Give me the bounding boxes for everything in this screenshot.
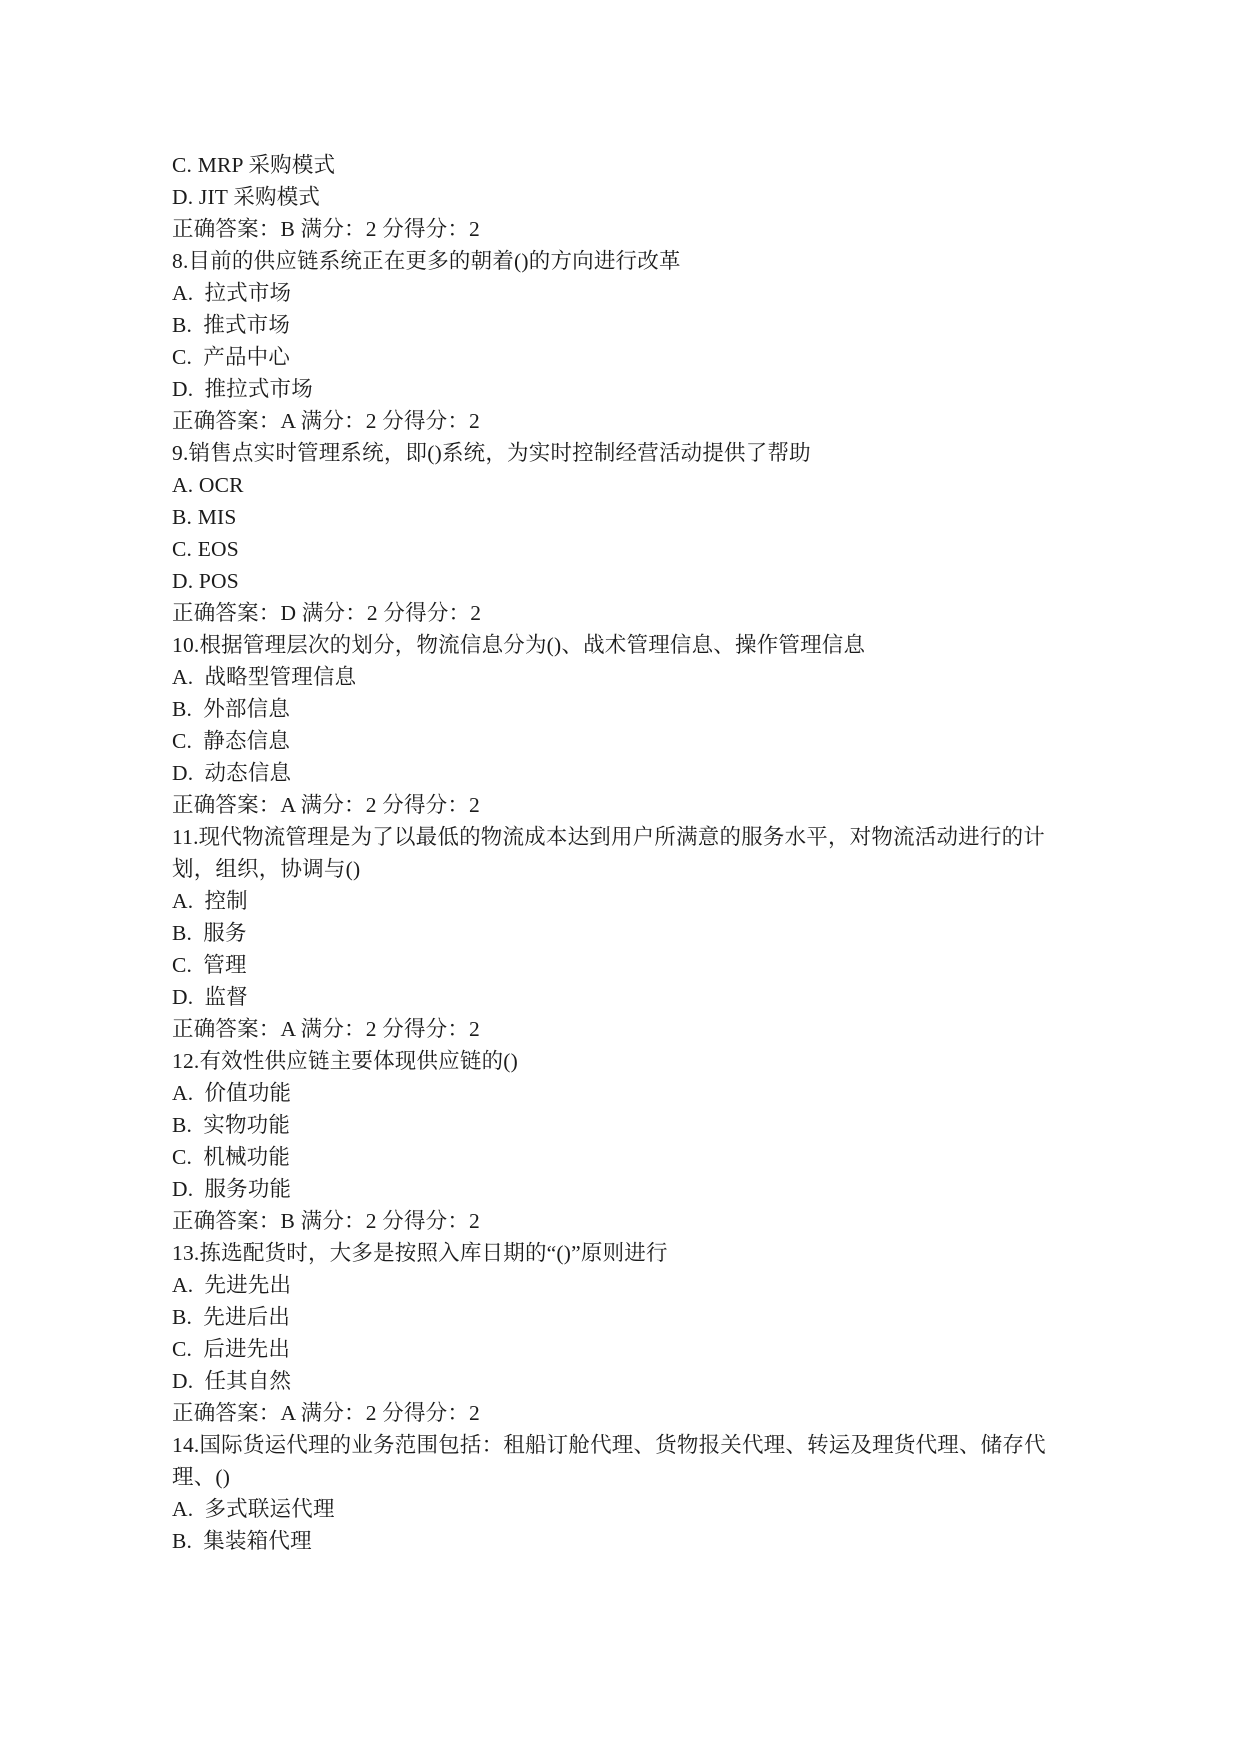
- answer-line: 正确答案：B 满分：2 分得分：2: [172, 217, 480, 241]
- option-line: A. 多式联运代理: [172, 1497, 335, 1521]
- option-line: B. 集装箱代理: [172, 1529, 312, 1553]
- option-line: C. MRP 采购模式: [172, 153, 336, 177]
- option-line: D. 服务功能: [172, 1177, 292, 1201]
- answer-line: 正确答案：A 满分：2 分得分：2: [172, 409, 480, 433]
- option-line: D. 监督: [172, 985, 248, 1009]
- question-text: 8.目前的供应链系统正在更多的朝着()的方向进行改革: [172, 249, 681, 273]
- option-line: B. 推式市场: [172, 313, 291, 337]
- answer-line: 正确答案：A 满分：2 分得分：2: [172, 793, 480, 817]
- option-line: A. 控制: [172, 889, 248, 913]
- option-line: B. MIS: [172, 505, 237, 529]
- question-text: 9.销售点实时管理系统，即()系统，为实时控制经营活动提供了帮助: [172, 441, 811, 465]
- option-line: B. 先进后出: [172, 1305, 291, 1329]
- answer-line: 正确答案：B 满分：2 分得分：2: [172, 1209, 480, 1233]
- option-line: A. 价值功能: [172, 1081, 292, 1105]
- option-line: B. 服务: [172, 921, 247, 945]
- answer-line: 正确答案：A 满分：2 分得分：2: [172, 1401, 480, 1425]
- answer-line: 正确答案：A 满分：2 分得分：2: [172, 1017, 480, 1041]
- option-line: D. POS: [172, 569, 239, 593]
- option-line: C. 静态信息: [172, 729, 291, 753]
- option-line: B. 外部信息: [172, 697, 291, 721]
- question-text: 10.根据管理层次的划分，物流信息分为()、战术管理信息、操作管理信息: [172, 633, 866, 657]
- option-line: D. 任其自然: [172, 1369, 292, 1393]
- option-line: A. 拉式市场: [172, 281, 292, 305]
- option-line: C. EOS: [172, 537, 239, 561]
- question-text: 14.国际货运代理的业务范围包括：租船订舱代理、货物报关代理、转运及理货代理、储存代理、(): [172, 1433, 1046, 1489]
- option-line: C. 产品中心: [172, 345, 291, 369]
- question-text: 11.现代物流管理是为了以最低的物流成本达到用户所满意的服务水平，对物流活动进行的计划，组织，协调与(): [172, 825, 1045, 881]
- option-line: B. 实物功能: [172, 1113, 291, 1137]
- option-line: A. 先进先出: [172, 1273, 292, 1297]
- document-content: [172, 149, 1074, 1557]
- option-line: C. 机械功能: [172, 1145, 291, 1169]
- option-line: D. JIT 采购模式: [172, 185, 321, 209]
- option-line: A. 战略型管理信息: [172, 665, 357, 689]
- option-line: C. 后进先出: [172, 1337, 291, 1361]
- option-line: A. OCR: [172, 473, 244, 497]
- question-text: 13.拣选配货时，大多是按照入库日期的“()”原则进行: [172, 1241, 668, 1265]
- option-line: D. 推拉式市场: [172, 377, 313, 401]
- option-line: C. 管理: [172, 953, 247, 977]
- option-line: D. 动态信息: [172, 761, 292, 785]
- question-text: 12.有效性供应链主要体现供应链的(): [172, 1049, 518, 1073]
- answer-line: 正确答案：D 满分：2 分得分：2: [172, 601, 482, 625]
